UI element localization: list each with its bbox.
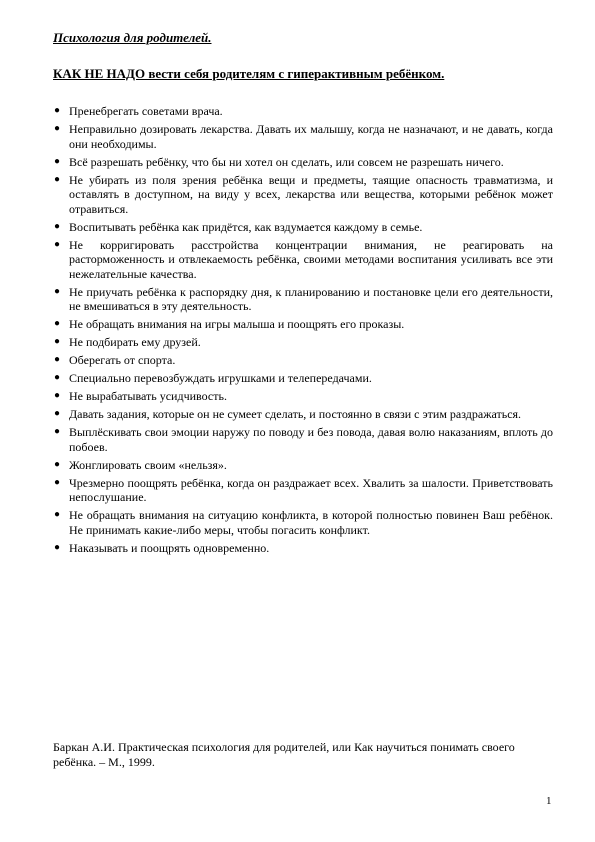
bullet-icon: ●	[54, 541, 61, 553]
list-item-text: Не убирать из поля зрения ребёнка вещи и предметы, таящие опасность травматизма, и оставлять в доступном, на виду у всех, лекарства или вещества, которыми ребёнок может отравиться.	[69, 172, 553, 216]
list-item	[53, 173, 553, 217]
list-item-text: Пренебрегать советами врача.	[69, 104, 223, 118]
list-item	[53, 353, 553, 368]
list-item-text: Не корригировать расстройства концентрации внимания, не реагировать на расторможенность и отвлекаемость ребёнка, своими методами воспитания усиливать все эти нежелательные качества.	[69, 237, 553, 281]
list-item-text: Не вырабатывать усидчивость.	[69, 389, 227, 403]
list-item	[53, 122, 553, 151]
bullet-icon: ●	[54, 155, 61, 167]
bullet-icon: ●	[54, 173, 61, 185]
header-title: Психология для родителей.	[53, 30, 212, 45]
bullet-icon: ●	[54, 238, 61, 250]
bullet-icon: ●	[54, 390, 61, 401]
bullet-icon: ●	[54, 458, 61, 470]
list-item-text: Неправильно дозировать лекарства. Давать их малышу, когда не назначают, и не давать, когда они необходимы.	[69, 122, 553, 151]
list-item-text: Не подбирать ему друзей.	[69, 335, 201, 349]
bullet-icon: ●	[54, 105, 61, 116]
list-item	[53, 508, 553, 537]
list-item-text: Всё разрешать ребёнку, что бы ни хотел он сделать, или совсем не разрешать ничего.	[69, 154, 504, 169]
list-item	[53, 476, 553, 505]
list-item-text: Не приучать ребёнка к распорядку дня, к планированию и постановке цели его деятельности, не вмешиваться в эту деятельность.	[69, 284, 553, 313]
citation: Баркан А.И. Практическая психология для родителей, или Как научиться понимать своего ребёнка. – М., 1999.	[53, 740, 515, 769]
list-item	[53, 285, 553, 314]
list-item	[53, 458, 553, 473]
bullet-icon: ●	[54, 476, 61, 488]
list-item	[53, 541, 553, 556]
list-item-text: Специально перевозбуждать игрушками и телепередачами.	[69, 371, 372, 385]
bullet-icon: ●	[54, 372, 61, 383]
list-item	[53, 425, 553, 454]
list-item	[53, 335, 553, 350]
list-item	[53, 155, 553, 170]
bullet-list	[53, 104, 553, 559]
bullet-icon: ●	[54, 285, 61, 297]
bullet-icon: ●	[54, 220, 61, 232]
list-item	[53, 220, 553, 235]
bullet-icon: ●	[54, 354, 61, 365]
list-item-text: Давать задания, которые он не сумеет сделать, и постоянно в связи с этим раздражаться.	[69, 407, 522, 421]
bullet-icon: ●	[54, 318, 61, 329]
list-item	[53, 317, 553, 332]
list-item	[53, 371, 553, 386]
list-item-text: Оберегать от спорта.	[69, 353, 176, 367]
list-item	[53, 104, 553, 119]
list-item	[53, 389, 553, 404]
list-item	[53, 407, 553, 422]
list-item-text: Не обращать внимания на ситуацию конфликта, в которой полностью повинен Ваш ребёнок. Не принимать какие-либо меры, чтобы погасить конфликт.	[69, 508, 553, 537]
main-heading: КАК НЕ НАДО вести себя родителям с гиперактивным ребёнком.	[53, 66, 445, 81]
list-item-text: Выплёскивать свои эмоции наружу по поводу и без повода, давая волю наказаниям, вплоть до побоев.	[69, 425, 553, 454]
list-item-text: Жонглировать своим «нельзя».	[69, 457, 227, 472]
bullet-icon: ●	[54, 509, 61, 520]
bullet-icon: ●	[54, 426, 61, 437]
list-item	[53, 238, 553, 282]
list-item-text: Наказывать и поощрять одновременно.	[69, 540, 270, 555]
bullet-icon: ●	[54, 123, 61, 134]
bullet-icon: ●	[54, 336, 61, 347]
list-item-text: Чрезмерно поощрять ребёнка, когда он раздражает всех. Хвалить за шалости. Приветствовать непослушание.	[69, 475, 553, 504]
list-item-text: Не обращать внимания на игры малыша и поощрять его проказы.	[69, 317, 405, 331]
bullet-icon: ●	[54, 408, 61, 419]
page-number: 1	[546, 795, 552, 807]
list-item-text: Воспитывать ребёнка как придётся, как вздумается каждому в семье.	[69, 219, 423, 234]
